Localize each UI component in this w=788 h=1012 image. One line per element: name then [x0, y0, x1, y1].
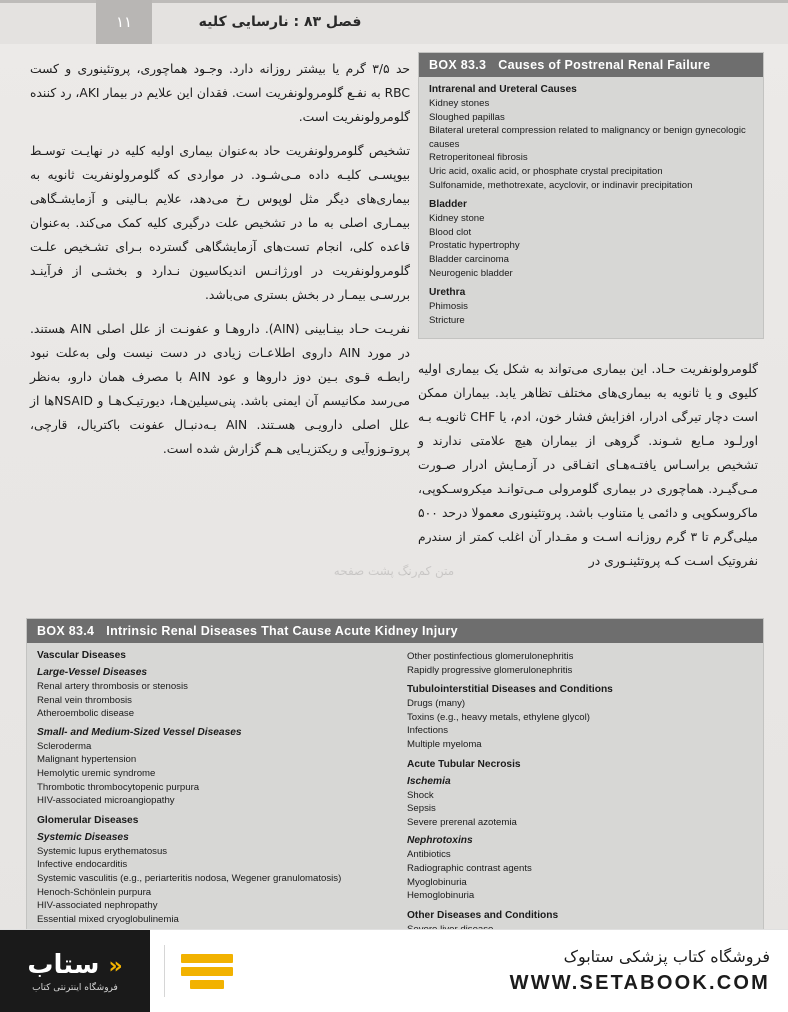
group-subheading: Small- and Medium-Sized Vessel Diseases: [37, 726, 242, 738]
list-item: Blood clot: [429, 226, 472, 238]
paragraph: تشخیص گلومرولونفریت حاد به‌عنوان بیماری اولیه کلیه در نهایـت توسـط بیوپسـی کلیـه داده مـی‌شـود. در مواردی که گلومرولونفریت ثانویه به بیماری‌های دیگر مثل لوپوس رخ می‌دهد، علایم بـالینی و آزمایشـگاهی بیمـاری اصلی به ما در تشخیص علت درگیری کلیه کمک می‌کند. به‌عنوان قاعده کلی، انجام تست‌های آزمایشگاهی گسترده بـرای تشـخیص علـت گلومرولونفریت در اورژانـس اندیکاسیون نـدارد و بخشـی از فرآینـد بررسـی بیمـار در بخش بستری می‌باشد.: [30, 143, 410, 302]
bleed-through-text: متن کم‌رنگ پشت صفحه: [333, 564, 455, 578]
list-item: Sepsis: [407, 803, 436, 815]
group-heading: Urethra: [429, 287, 466, 299]
list-item: Kidney stones: [429, 98, 490, 109]
list-item: Rapidly progressive glomerulonephritis: [407, 664, 573, 676]
list-item: Renal vein thrombosis: [37, 694, 132, 706]
list-item: Essential mixed cryoglobulinemia: [37, 913, 179, 925]
paragraph: گلومرولونفریت حـاد. این بیماری می‌تواند به شکل یک بیماری اولیه کلیوی و یا ثانویه به بیماری‌های مختلف تظاهر یابد. بیماران ممکن است دچار تیرگی ادرار، افزایش فشار خون، ادم، یا CHF ثانویـه بـه اورلـود مـایع شـوند. گروهی از بیماران هیچ علامتی ندارند و تشخیص براسـاس یافتـه‌هـای اتفـاقی در آزمـایش ادرار صـورت مـی‌گیـرد. هماچوری در بیماری گلومرولی مـی‌توانـد میکروسـکوپی، ماکروسکوپی و دائمی یا متناوب باشد. پروتئینوری معمولا درحد ۵۰۰ میلی‌گرم تا ۳ گرم روزانـه اسـت و مقـدار آن اغلب کمتر از سندرم نفروتیک اسـت کـه پروتئینـوری در: [418, 362, 758, 568]
list-item: Radiographic contrast agents: [407, 863, 532, 875]
list-item: HIV-associated nephropathy: [37, 900, 158, 912]
group-heading: Acute Tubular Necrosis: [407, 758, 521, 770]
chapter-title: فصل ۸۳ : نارسایی کلیه: [198, 14, 362, 30]
list-item: Renal artery thrombosis or stenosis: [37, 681, 188, 692]
group-heading: Other Diseases and Conditions: [407, 909, 559, 921]
list-item: Antibiotics: [407, 849, 451, 861]
box-83-3: [418, 52, 764, 339]
box-83-3-number: BOX 83.3: [429, 58, 487, 72]
body-text-column-right: [418, 358, 758, 584]
list-item: Toxins (e.g., heavy metals, ethylene glycol): [407, 711, 590, 723]
logo-tagline: فروشگاه اینترنتی کتاب: [32, 982, 118, 993]
list-item: Systemic vasculitis (e.g., periarteritis nodosa, Wegener granulomatosis): [37, 873, 342, 885]
shop-name: فروشگاه کتاب پزشکی ستابوک: [563, 947, 770, 966]
list-item: Shock: [407, 789, 434, 801]
box-83-3-title: Causes of Postrenal Renal Failure: [498, 58, 711, 72]
list-item: Stricture: [429, 314, 465, 326]
list-item: Prostatic hypertrophy: [429, 240, 520, 252]
paragraph: نفریـت حـاد بینـابینی (AIN). داروهـا و عفونـت از علل اصلی AIN هستند. در مورد AIN داروی اطلاعـات زیادی در دست نیست ولی به‌علت نبود رابطـه قـوی بـین دوز داروها و عود AIN با مصرف همان دارو، به‌نظر می‌رسد مکانیسم آن ایمنی باشد. پنی‌سیلین‌هـا، دیورتیـک‌هـا و NSAIDها از علل اصلی دارویـی هسـتند. AIN بـه‌دنبـال عفونت باکتریال، قارچی، پروتـوزوآیی و ریکتزیـایی هـم گزارش شده است.: [30, 321, 411, 456]
paragraph: حد ۳/۵ گرم یا بیشتر روزانه دارد. وجـود هماچوری، پروتئینوری و کست RBC به نفـع گلومرولونفریت است. فقدان این علایم در بیمار AKI، رد کننده گلومرولونفریت است.: [30, 62, 410, 124]
box-83-4-right-column: [407, 650, 751, 940]
box-83-4: [26, 618, 764, 951]
list-item: Uric acid, oxalic acid, or phosphate crystal precipitation: [429, 166, 663, 178]
list-item: Thrombotic thrombocytopenic purpura: [37, 781, 200, 793]
brand-mark-icon: [181, 954, 233, 989]
box-83-3-body: [419, 77, 763, 338]
list-item: Sloughed papillas: [429, 111, 505, 123]
box-83-4-title: Intrinsic Renal Diseases That Cause Acute Kidney Injury: [106, 624, 458, 638]
list-item: HIV-associated microangiopathy: [37, 795, 175, 807]
group-subheading: Large-Vessel Diseases: [37, 667, 148, 678]
list-item: Bilateral ureteral compression related to malignancy or benign gynecologic causes: [429, 125, 746, 150]
box-83-3-header: [419, 53, 763, 77]
page-number: ۱۱: [96, 0, 152, 44]
logo-wordmark: [27, 950, 122, 980]
group-heading: Bladder: [429, 199, 467, 211]
list-item: Other postinfectious glomerulonephritis: [407, 651, 574, 662]
box-83-4-left-column: [37, 650, 381, 940]
list-item: Henoch-Schönlein purpura: [37, 886, 152, 898]
group-heading: Glomerular Diseases: [37, 814, 139, 826]
list-item: Scleroderma: [37, 740, 92, 752]
logo-text: ستاب: [27, 949, 100, 980]
group-heading: Vascular Diseases: [37, 650, 126, 661]
list-item: Drugs (many): [407, 698, 466, 710]
footer-divider: [164, 945, 165, 997]
list-item: Severe prerenal azotemia: [407, 816, 517, 828]
list-item: Bladder carcinoma: [429, 254, 509, 266]
shop-url[interactable]: WWW.SETABOOK.COM: [509, 972, 770, 994]
body-text-column-left: [30, 58, 410, 472]
list-item: Atheroembolic disease: [37, 708, 135, 720]
list-item: Infective endocarditis: [37, 859, 128, 871]
group-heading: Tubulointerstitial Diseases and Conditions: [407, 684, 613, 696]
list-item: Phimosis: [429, 301, 468, 313]
group-subheading: Systemic Diseases: [37, 831, 129, 843]
setabook-logo[interactable]: [0, 930, 150, 1012]
group-heading: Intrarenal and Ureteral Causes: [429, 84, 577, 95]
page-header: [0, 0, 788, 44]
chevron-left-icon: «: [108, 953, 123, 979]
group-subheading: Nephrotoxins: [407, 835, 473, 847]
list-item: Malignant hypertension: [37, 754, 137, 766]
box-83-4-body: [27, 643, 763, 950]
list-item: Systemic lupus erythematosus: [37, 845, 168, 857]
list-item: Infections: [407, 725, 449, 737]
list-item: Multiple myeloma: [407, 739, 482, 751]
list-item: Neurogenic bladder: [429, 267, 513, 279]
list-item: Kidney stone: [429, 213, 485, 225]
list-item: Hemolytic uremic syndrome: [37, 768, 156, 780]
list-item: Hemoglobinuria: [407, 890, 475, 902]
list-item: Sulfonamide, methotrexate, acyclovir, or indinavir precipitation: [429, 179, 693, 191]
list-item: Retroperitoneal fibrosis: [429, 152, 528, 164]
group-subheading: Ischemia: [407, 775, 451, 787]
list-item: Myoglobinuria: [407, 876, 467, 888]
footer-watermark: [0, 929, 788, 1012]
box-83-4-number: BOX 83.4: [37, 624, 95, 638]
box-83-4-header: [27, 619, 763, 643]
footer-text: [233, 947, 788, 995]
